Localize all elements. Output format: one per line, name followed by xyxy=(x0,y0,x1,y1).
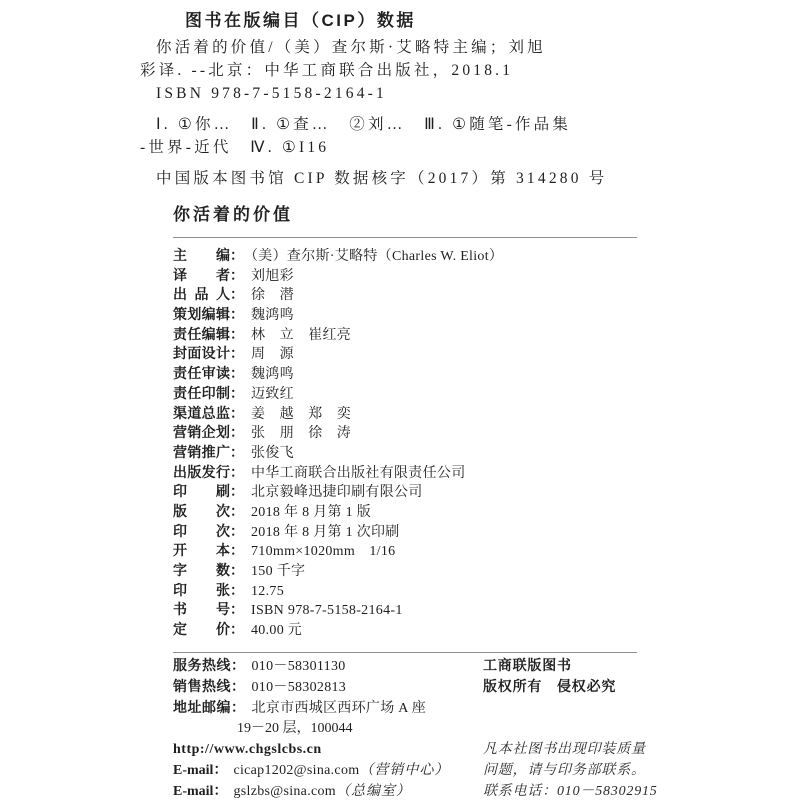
credit-label: 出版发行 xyxy=(173,463,230,480)
credit-row xyxy=(173,266,653,286)
credit-row xyxy=(173,384,653,404)
contact-value: cicap1202@sina.com xyxy=(233,763,360,778)
credit-row xyxy=(173,404,653,424)
credit-colon: ： xyxy=(230,443,244,460)
credit-colon: ： xyxy=(230,581,244,598)
credit-row xyxy=(173,463,653,483)
credit-value: 12.75 xyxy=(251,583,284,599)
credit-label: 出品人 xyxy=(173,286,230,303)
credits-list xyxy=(173,246,653,640)
cip-heading: 图书在版编目（CIP）数据 xyxy=(185,11,416,30)
credit-label: 版次 xyxy=(173,502,230,519)
contact-value: gslzbs@sina.com xyxy=(233,784,337,799)
credit-row xyxy=(173,541,653,561)
credit-value: 40.00 元 xyxy=(251,623,303,639)
credit-label: 译者 xyxy=(173,266,230,283)
contact-line xyxy=(173,760,449,781)
credit-row xyxy=(173,344,653,364)
credit-colon: ： xyxy=(230,345,244,362)
quality-notice-line: 凡本社图书出现印装质量 xyxy=(483,742,646,757)
credit-colon: ： xyxy=(230,266,244,283)
credit-value: 张 朋 徐 涛 xyxy=(251,426,352,442)
contact-line xyxy=(173,655,449,676)
credit-value: 2018 年 8 月第 1 版 xyxy=(251,504,371,520)
credit-row xyxy=(173,600,653,620)
contact-label: E-mail： xyxy=(173,763,228,778)
contact-line xyxy=(173,697,449,718)
credit-row xyxy=(173,246,653,266)
contact-value: 北京市西城区西环广场 A 座 xyxy=(251,701,427,716)
credit-colon: ： xyxy=(230,621,244,638)
credit-colon: ： xyxy=(230,424,244,441)
credit-value: 林 立 崔红亮 xyxy=(251,327,352,343)
copyright-notice: 版权所有 侵权必究 xyxy=(483,678,617,694)
quality-notice-line: 问题，请与印务部联系。 xyxy=(483,763,646,778)
credit-label: 开本 xyxy=(173,542,230,559)
publisher-contact-block xyxy=(173,655,449,800)
address-continued: 19－20 层，100044 xyxy=(237,721,353,736)
credit-value: （美）查尔斯·艾略特（Charles W. Eliot） xyxy=(251,249,504,264)
credit-colon: ： xyxy=(230,502,244,519)
credit-colon: ： xyxy=(230,286,244,303)
contact-value: 010－58301130 xyxy=(251,659,346,674)
credit-label: 责任编辑 xyxy=(173,325,230,342)
contact-note: （总编室） xyxy=(336,784,412,799)
credit-colon: ： xyxy=(230,542,244,559)
credit-row xyxy=(173,502,653,522)
credit-label: 责任审读 xyxy=(173,365,230,382)
credit-label: 字数 xyxy=(173,562,230,578)
credit-value: 周 源 xyxy=(251,347,294,363)
credit-value: 魏鸿鸣 xyxy=(251,367,294,383)
credit-label: 营销推广 xyxy=(173,443,230,460)
credit-row xyxy=(173,522,653,542)
credit-row xyxy=(173,285,653,305)
credit-value: 北京毅峰迅捷印刷有限公司 xyxy=(251,485,423,501)
contact-label: 服务热线： xyxy=(173,657,246,673)
divider-top xyxy=(173,237,637,238)
cip-line: -世界-近代 Ⅳ. ①I16 xyxy=(140,139,330,156)
cip-line: 彩译. --北京：中华工商联合出版社，2018.1 xyxy=(140,62,514,79)
credit-label: 封面设计 xyxy=(173,345,230,362)
credit-colon: ： xyxy=(230,365,244,382)
contact-line xyxy=(173,781,449,800)
contact-value: 010－58302813 xyxy=(251,680,347,695)
credit-value: 710mm×1020mm 1/16 xyxy=(251,544,396,560)
credit-row xyxy=(173,423,653,443)
credit-value: 迈致红 xyxy=(251,386,294,402)
credit-colon: ： xyxy=(230,247,244,263)
credit-value: ISBN 978-7-5158-2164-1 xyxy=(251,603,403,619)
quality-notice-line: 联系电话：010－58302915 xyxy=(483,784,658,799)
publisher-url: http://www.chgslcbs.cn xyxy=(173,742,322,757)
cip-data-block xyxy=(140,36,650,190)
credit-colon: ： xyxy=(230,601,244,618)
credit-row xyxy=(173,305,653,325)
credit-colon: ： xyxy=(230,483,244,500)
credit-row xyxy=(173,620,653,640)
credit-value: 姜 越 郑 奕 xyxy=(251,406,352,422)
credit-row xyxy=(173,443,653,463)
rights-block xyxy=(483,655,658,800)
book-title: 你活着的价值 xyxy=(173,205,293,224)
credit-colon: ： xyxy=(230,384,244,401)
contact-label: 销售热线： xyxy=(173,678,246,694)
credit-row xyxy=(173,561,653,581)
credit-label: 印刷 xyxy=(173,483,230,500)
cip-line: Ⅰ. ①你… Ⅱ. ①查… ②刘… Ⅲ. ①随笔-作品集 xyxy=(156,116,572,133)
cip-line: 中国版本图书馆 CIP 数据核字（2017）第 314280 号 xyxy=(156,170,608,187)
cip-line: 你活着的价值/（美）查尔斯·艾略特主编；刘旭 xyxy=(156,39,546,56)
credit-row xyxy=(173,581,653,601)
credit-label: 印张 xyxy=(173,581,230,598)
credit-colon: ： xyxy=(230,562,244,578)
credit-value: 中华工商联合出版社有限责任公司 xyxy=(251,465,466,481)
credit-label: 主编 xyxy=(173,247,230,263)
imprint-label: 工商联版图书 xyxy=(483,657,572,673)
credit-row xyxy=(173,325,653,345)
spacer xyxy=(483,697,658,739)
credit-label: 书号 xyxy=(173,601,230,618)
credit-value: 2018 年 8 月第 1 次印刷 xyxy=(251,524,400,540)
credit-row xyxy=(173,482,653,502)
credit-value: 刘旭彩 xyxy=(251,268,294,284)
credit-label: 策划编辑 xyxy=(173,306,230,323)
credit-label: 印次 xyxy=(173,522,230,539)
contact-label: 地址邮编： xyxy=(173,699,246,715)
credit-value: 魏鸿鸣 xyxy=(251,308,294,324)
credit-colon: ： xyxy=(230,306,244,323)
credit-label: 渠道总监 xyxy=(173,404,230,421)
credit-label: 定价 xyxy=(173,621,230,638)
credit-value: 徐 潜 xyxy=(251,288,294,304)
credit-row xyxy=(173,364,653,384)
cip-line: ISBN 978-7-5158-2164-1 xyxy=(156,85,387,102)
contact-label: E-mail： xyxy=(173,784,228,799)
credit-colon: ： xyxy=(230,463,244,480)
credit-colon: ： xyxy=(230,522,244,539)
credit-value: 张俊飞 xyxy=(251,445,294,461)
credit-label: 责任印制 xyxy=(173,384,230,401)
contact-line xyxy=(173,676,449,697)
divider-bottom xyxy=(173,652,637,653)
credit-label: 营销企划 xyxy=(173,424,230,441)
contact-note: （营销中心） xyxy=(359,763,450,778)
credit-colon: ： xyxy=(230,404,244,421)
credit-value: 150 千字 xyxy=(251,564,306,579)
quality-notice xyxy=(483,739,658,800)
credit-colon: ： xyxy=(230,325,244,342)
